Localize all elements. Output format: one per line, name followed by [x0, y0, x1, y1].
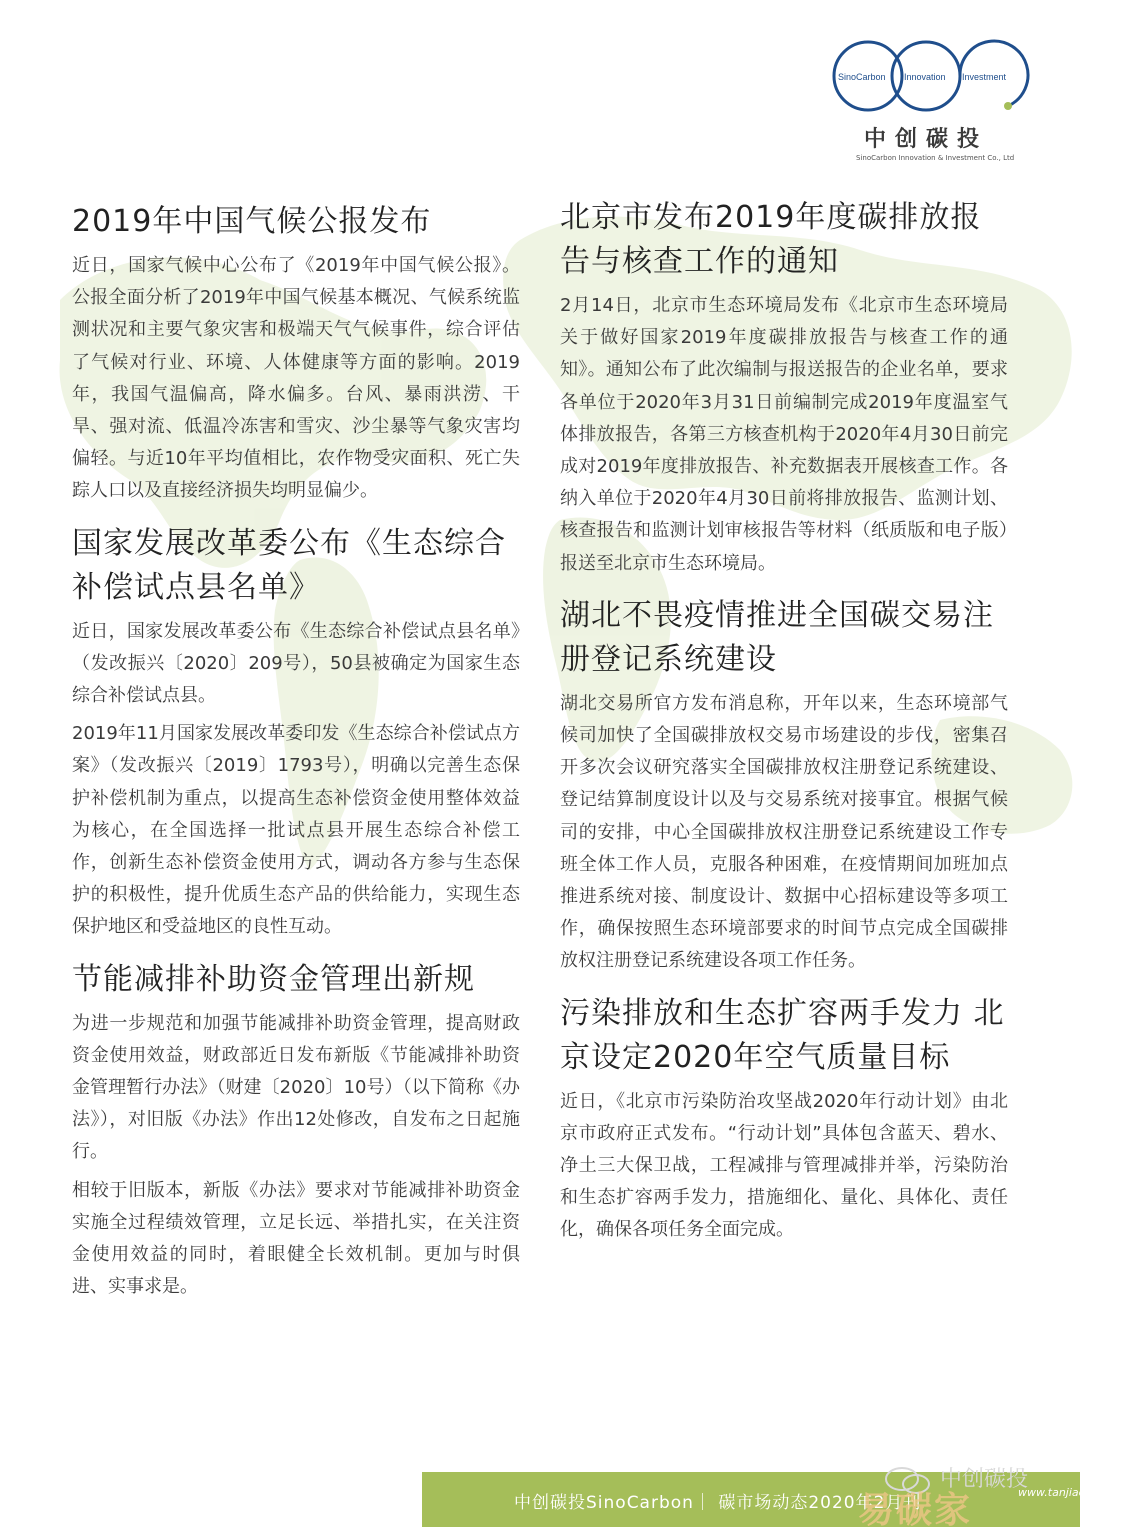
left-column: [72, 200, 520, 1317]
article-eco-compensation: [72, 522, 520, 944]
article-paragraph: 近日，《北京市污染防治攻坚战2020年行动计划》由北京市政府正式发布。“行动计划”具体包含蓝天、碧水、净土三大保卫战，工程减排与管理减排并举，污染防治和生态扩容两手发力，措施细化、量化、具体化、责任化，确保各项任务全面完成。: [560, 1090, 1008, 1241]
article-paragraph: 近日，国家气候中心公布了《2019年中国气候公报》。公报全面分析了2019年中国气候基本概况、气候系统监测状况和主要气象灾害和极端天气气候事件，综合评估了气候对行业、环境、人体健康等方面的影响。2019年，我国气温偏高，降水偏多。台风、暴雨洪涝、干旱、强对流、低温冷冻害和雪灾、沙尘暴等气象灾害均偏轻。与近10年平均值相比，农作物受灾面积、死亡失踪人口以及直接经济损失均明显偏少。: [72, 255, 520, 502]
article-beijing-air-quality: [560, 992, 1008, 1247]
logo-word-3: Investment: [962, 72, 1007, 82]
article-title: 国家发展改革委公布《生态综合补偿试点县名单》: [72, 525, 506, 605]
article-energy-subsidy: [72, 958, 520, 1304]
article-title: 北京市发布2019年度碳排放报告与核查工作的通知: [560, 200, 982, 279]
logo-chinese-name: 中创碳投: [864, 127, 989, 152]
logo-rings-icon: [828, 38, 1028, 118]
article-title: 湖北不畏疫情推进全国碳交易注册登记系统建设: [560, 597, 994, 677]
article-title: 污染排放和生态扩容两手发力 北京设定2020年空气质量目标: [560, 995, 1005, 1075]
article-paragraph: 相较于旧版本，新版《办法》要求对节能减排补助资金实施全过程绩效管理，立足长远、举措扎实，在关注资金使用效益的同时，着眼健全长效机制。更加与时俱进、实事求是。: [72, 1179, 520, 1298]
logo-word-1: SinoCarbon: [838, 72, 886, 82]
article-paragraph: 近日，国家发展改革委公布《生态综合补偿试点县名单》（发改振兴〔2020〕209号），50县被确定为国家生态综合补偿试点县。: [72, 620, 520, 707]
company-logo: [828, 38, 1028, 168]
article-climate-bulletin: [72, 200, 520, 508]
right-column: [560, 196, 1008, 1261]
article-paragraph: 2019年11月国家发展改革委印发《生态综合补偿试点方案》（发改振兴〔2019〕1793号），明确以完善生态保护补偿机制为重点，以提高生态补偿资金使用整体效益为核心，在全国选择一批试点县开展生态综合补偿工作，创新生态补偿资金使用方式，调动各方参与生态保护的积极性，提升优质生态产品的供给能力，实现生态保护地区和受益地区的良性互动。: [72, 723, 520, 938]
article-title: 节能减排补助资金管理出新规: [72, 961, 475, 997]
article-title: 2019年中国气候公报发布: [72, 204, 432, 239]
watermark-wechat-name: 中创碳投: [940, 1467, 1029, 1492]
watermark-brand: 易碳家: [858, 1490, 973, 1531]
watermark-url: www.tanjiaoyi.com: [1018, 1486, 1122, 1499]
logo-english-name: SinoCarbon Innovation & Investment Co., Ltd: [856, 154, 1015, 162]
article-paragraph: 2月14日，北京市生态环境局发布《北京市生态环境局关于做好国家2019年度碳排放报告与核查工作的通知》。通知公布了此次编制与报送报告的企业名单，要求各单位于2020年3月31日前编制完成2019年度温室气体排放报告，各第三方核查机构于2020年4月30日前完成对2019年度排放报告、补充数据表开展核查工作。各纳入单位于2020年4月30日前将排放报告、监测计划、核查报告和监测计划审核报告等材料（纸质版和电子版）报送至北京市生态环境局。: [560, 295, 1008, 574]
logo-word-2: Innovation: [904, 72, 946, 82]
footer-text: 中创碳投SinoCarbon｜ 碳市场动态2020年2月刊: [514, 1493, 922, 1513]
article-beijing-emission-report: [560, 196, 1008, 580]
article-paragraph: 湖北交易所官方发布消息称，开年以来，生态环境部气候司加快了全国碳排放权交易市场建设的步伐，密集召开多次会议研究落实全国碳排放权注册登记系统建设、登记结算制度设计以及与交易系统对接事宜。根据气候司的安排，中心全国碳排放权注册登记系统建设工作专班全体工作人员，克服各种困难，在疫情期间加班加点推进系统对接、制度设计、数据中心招标建设等多项工作，确保按照生态环境部要求的时间节点完成全国碳排放权注册登记系统建设各项工作任务。: [560, 692, 1008, 972]
article-hubei-registry: [560, 594, 1008, 978]
article-paragraph: 为进一步规范和加强节能减排补助资金管理，提高财政资金使用效益，财政部近日发布新版《节能减排补助资金管理暂行办法》（财建〔2020〕10号）（以下简称《办法》），对旧版《办法》作出12处修改，自发布之日起施行。: [72, 1012, 520, 1163]
